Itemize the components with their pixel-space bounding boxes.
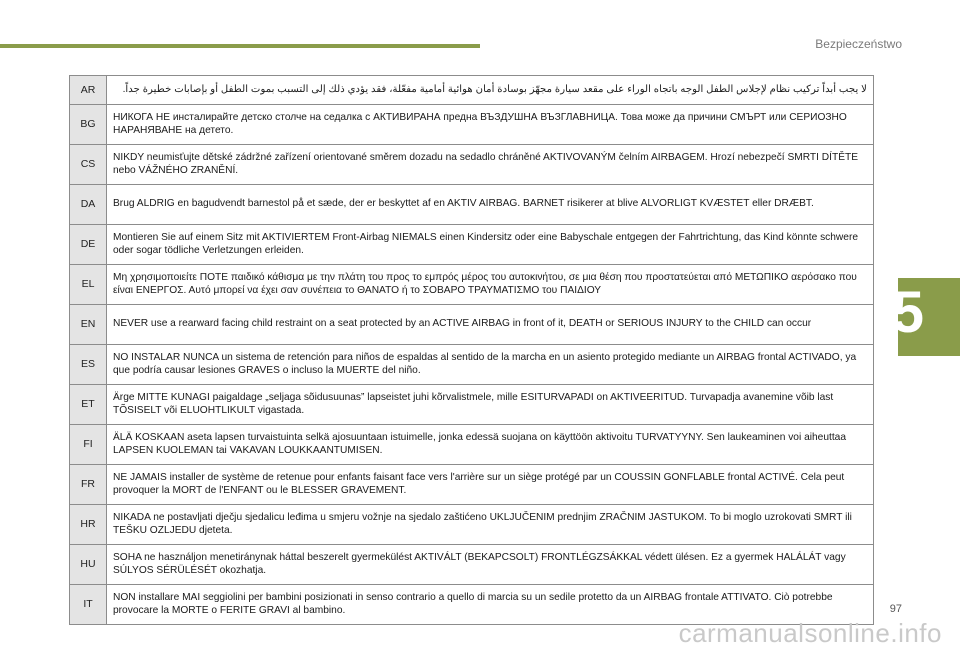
- warning-text: Brug ALDRIG en bagudvendt barnestol på et sæde, der er beskyttet af en AKTIV AIRBAG. BARNET risikerer at blive ALVORLIGT KVÆSTET eller DRÆBT.: [107, 185, 874, 225]
- table-row-hr: [70, 505, 874, 545]
- warning-text: NIKADA ne postavljati dječju sjedalicu leđima u smjeru vožnje na sjedalo zaštićeno UKLJUČENIM prednjim ZRAČNIM JASTUKOM. To bi moglo uzrokovati SMRT ili TEŠKU OZLJEDU djeteta.: [107, 505, 874, 545]
- warning-text: ÄLÄ KOSKAAN aseta lapsen turvaistuinta selkä ajosuuntaan istuimelle, jonka edessä suojana on käyttöön aktivoitu TURVATYYNY. Sen laukeaminen voi aiheuttaa LAPSEN KUOLEMAN tai VAKAVAN LOUKKAANTUMISEN.: [107, 425, 874, 465]
- warning-text: НИКОГА НЕ инсталирайте детско столче на седалка с АКТИВИРАНА предна ВЪЗДУШНА ВЪЗГЛАВНИЦА. Това може да причини СМЪРТ или СЕРИОЗНО НАРАНЯВАНЕ на детето.: [107, 105, 874, 145]
- table-row-el: [70, 265, 874, 305]
- language-code: AR: [70, 76, 107, 105]
- warning-text: Μη χρησιμοποιείτε ΠΟΤΕ παιδικό κάθισμα με την πλάτη του προς το εμπρός μέρος του αυτοκινήτου, σε μια θέση που προστατεύεται από ΜΕΤΩΠΙΚΟ αερόσακο που είναι ΕΝΕΡΓΟΣ. Αυτό μπορεί να έχει σαν συνέπεια το ΘΑΝΑΤΟ ή το ΣΟΒΑΡΟ ΤΡΑΥΜΑΤΙΣΜΟ του ΠΑΙΔΙΟΥ: [107, 265, 874, 305]
- page-number: 97: [889, 603, 902, 615]
- table-row-bg: [70, 105, 874, 145]
- language-code: ET: [70, 385, 107, 425]
- warning-text: NEVER use a rearward facing child restraint on a seat protected by an ACTIVE AIRBAG in front of it, DEATH or SERIOUS INJURY to the CHILD can occur: [107, 305, 874, 345]
- table-row-es: [70, 345, 874, 385]
- warning-text: SOHA ne használjon menetiránynak háttal beszerelt gyermekülést AKTIVÁLT (BEKAPCSOLT) FRONTLÉGZSÁKKAL védett ülésen. Ez a gyermek HALÁLÁT vagy SÚLYOS SÉRÜLÉSÉT okozhatja.: [107, 545, 874, 585]
- warning-text: NON installare MAI seggiolini per bambini posizionati in senso contrario a quello di marcia su un sedile protetto da un AIRBAG frontale ATTIVATO. Ciò potrebbe provocare la MORTE o FERITE GRAVI al bambino.: [107, 585, 874, 625]
- warning-text: Montieren Sie auf einem Sitz mit AKTIVIERTEM Front-Airbag NIEMALS einen Kindersitz oder eine Babyschale entgegen der Fahrtrichtung, das Kind könnte schwere oder sogar tödliche Verletzungen erleiden.: [107, 225, 874, 265]
- table-row-fr: [70, 465, 874, 505]
- table-row-cs: [70, 145, 874, 185]
- table-row-da: [70, 185, 874, 225]
- language-code: BG: [70, 105, 107, 145]
- warning-text: NO INSTALAR NUNCA un sistema de retención para niños de espaldas al sentido de la marcha en un asiento protegido mediante un AIRBAG frontal ACTIVADO, ya que podría causar lesiones GRAVES o incluso la MUERTE del niño.: [107, 345, 874, 385]
- warning-text: Ärge MITTE KUNAGI paigaldage „seljaga sõidusuunas” lapseistet juhi kõrvalistmele, mille ESITURVAPADI on AKTIVEERITUD. Turvapadja avanemine võib last TÕSISELT või ELUOHTLIKULT vigastada.: [107, 385, 874, 425]
- table-row-et: [70, 385, 874, 425]
- language-code: FR: [70, 465, 107, 505]
- warning-text: NIKDY neumisťujte dětské zádržné zařízení orientované směrem dozadu na sedadlo chráněné AKTIVOVANÝM čelním AIRBAGEM. Hrozí nebezpečí SMRTI DÍTĚTE nebo VÁŽNÉHO ZRANĚNÍ.: [107, 145, 874, 185]
- language-code: IT: [70, 585, 107, 625]
- table-row-en: [70, 305, 874, 345]
- table-row-ar: [70, 76, 874, 105]
- language-code: ES: [70, 345, 107, 385]
- table-row-hu: [70, 545, 874, 585]
- language-code: EN: [70, 305, 107, 345]
- warning-text: لا يجب أبداً تركيب نظام لإجلاس الطفل الوجه باتجاه الوراء على مقعد سيارة مجهّز بوسادة أمان هوائية أمامية مفعّلة، فقد يؤدي ذلك إلى التسبب بموت الطفل أو بإصابات خطيرة جداً.: [107, 76, 874, 105]
- table-row-fi: [70, 425, 874, 465]
- language-code: EL: [70, 265, 107, 305]
- header-accent-bar: [0, 44, 480, 48]
- language-code: DE: [70, 225, 107, 265]
- table-row-de: [70, 225, 874, 265]
- language-code: HR: [70, 505, 107, 545]
- warning-text: NE JAMAIS installer de système de retenue pour enfants faisant face vers l'arrière sur un siège protégé par un COUSSIN GONFLABLE frontal ACTIVÉ. Cela peut provoquer la MORT de l'ENFANT ou le BLESSER GRAVEMENT.: [107, 465, 874, 505]
- language-code: CS: [70, 145, 107, 185]
- watermark-text: carmanualsonline.info: [678, 618, 942, 648]
- chapter-number: 5: [891, 280, 924, 345]
- airbag-warning-table: [69, 75, 874, 625]
- section-title: Bezpieczeństwo: [815, 37, 902, 51]
- language-code: HU: [70, 545, 107, 585]
- language-code: FI: [70, 425, 107, 465]
- language-code: DA: [70, 185, 107, 225]
